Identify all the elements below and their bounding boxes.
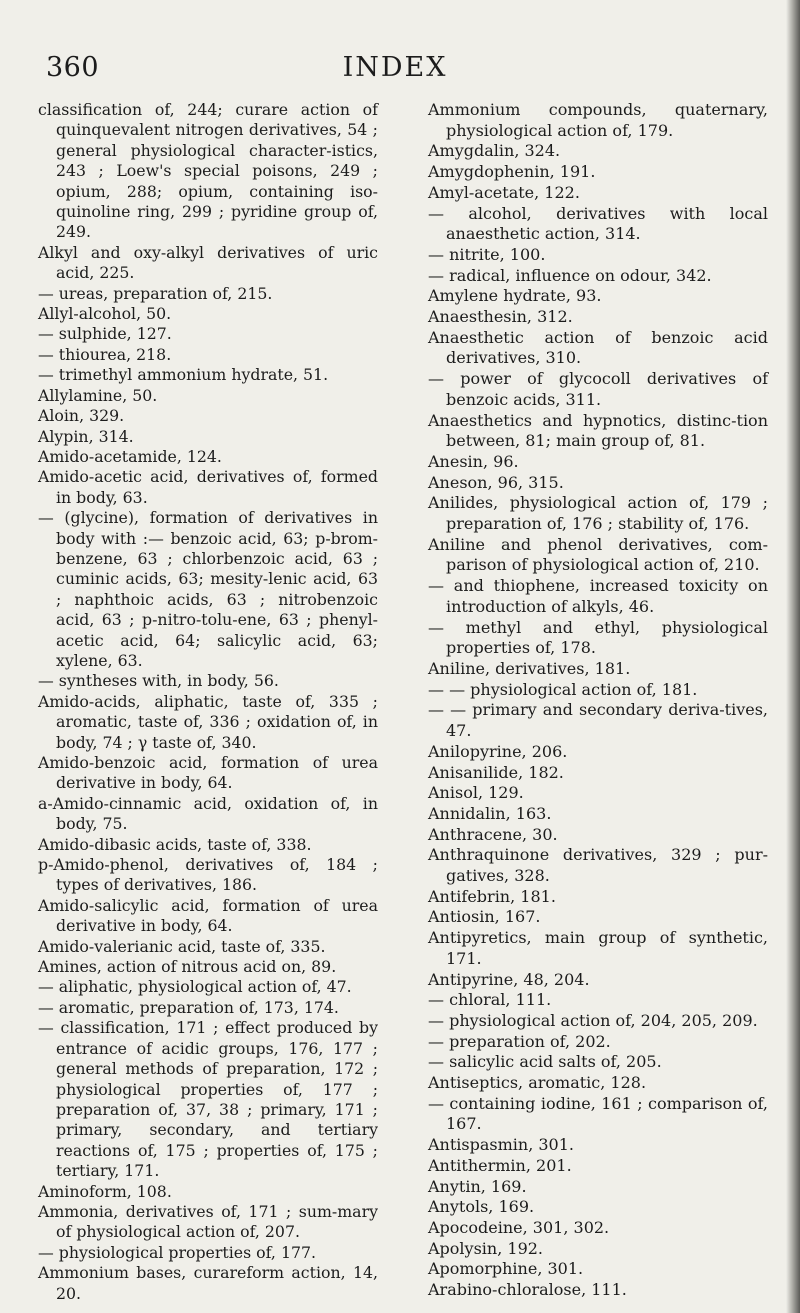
index-entry: Anisanilide, 182. <box>428 762 564 782</box>
index-entry: Amido-valerianic acid, taste of, 335. <box>38 936 326 956</box>
index-column-right <box>428 100 768 1301</box>
index-entry: — — physiological action of, 181. <box>428 679 698 699</box>
index-entry: p-Amido-phenol, derivatives of, 184 ; types of derivatives, 186. <box>38 855 378 895</box>
index-entry: Amido-acetamide, 124. <box>38 446 222 466</box>
index-entry: Amyl-acetate, 122. <box>428 182 580 202</box>
index-entry: Ammonium compounds, quaternary, physiological action of, 179. <box>428 100 768 140</box>
index-entry: — alcohol, derivatives with local anaesthetic action, 314. <box>428 203 768 244</box>
index-entry: — containing iodine, 161 ; comparison of, 167. <box>428 1093 768 1134</box>
index-entry: — methyl and ethyl, physiological properties of, 178. <box>428 617 768 658</box>
index-entry: Antipyrine, 48, 204. <box>428 969 590 989</box>
index-entry: — — primary and secondary deriva-tives, 47. <box>428 700 768 741</box>
index-entry: — physiological action of, 204, 205, 209. <box>428 1010 758 1030</box>
index-entry: Antipyretics, main group of synthetic, 171. <box>428 928 768 968</box>
index-entry: — syntheses with, in body, 56. <box>38 671 279 691</box>
index-entry: Anaesthetics and hypnotics, distinc-tion between, 81; main group of, 81. <box>428 410 768 451</box>
index-entry: Ammonia, derivatives of, 171 ; sum-mary of physiological action of, 207. <box>38 1201 378 1242</box>
index-entry: — sulphide, 127. <box>38 324 172 344</box>
index-entry: Anisol, 129. <box>428 783 524 803</box>
index-entry: Antithermin, 201. <box>428 1155 572 1175</box>
index-entry: Aniline and phenol derivatives, com-parison of physiological action of, 210. <box>428 534 768 575</box>
index-entry: Alkyl and oxy-alkyl derivatives of uric acid, 225. <box>38 242 378 283</box>
index-entry: Anytols, 169. <box>428 1197 535 1217</box>
index-entry: a-Amido-cinnamic acid, oxidation of, in body, 75. <box>38 793 378 834</box>
index-entry: — (glycine), formation of derivatives in body with :— benzoic acid, 63; p-brom-benzene, 63 ; chlorbenzoic acid, 63 ; cuminic acids, 63; mesity-lenic acid, 63 ; naphthoic acids, 63 ; nitrobenzoic acid, 63 ; p-nitro-tolu-ene, 63 ; phenyl-acetic acid, 64; salicylic acid, 63; xylene, 63. <box>38 508 378 670</box>
index-entry: Arabino-chloralose, 111. <box>428 1280 627 1300</box>
index-entry: Antiseptics, aromatic, 128. <box>428 1073 647 1093</box>
index-entry: — radical, influence on odour, 342. <box>428 265 712 285</box>
index-entry: Anaesthetic action of benzoic acid derivatives, 310. <box>428 327 768 368</box>
index-entry: Amygdalin, 324. <box>428 141 561 161</box>
index-entry: Allyl-alcohol, 50. <box>38 304 172 324</box>
page-header <box>0 52 800 92</box>
index-entry: Anthracene, 30. <box>428 824 558 844</box>
index-entry: — ureas, preparation of, 215. <box>38 283 273 303</box>
index-entry: — classification, 171 ; effect produced by entrance of acidic groups, 176, 177 ; general methods of preparation, 172 ; physiological properties of, 177 ; preparation of, 37, 38 ; primary, 171 ; primary, secondary, and tertiary reactions of, 175 ; properties of, 175 ; tertiary, 171. <box>38 1018 378 1181</box>
index-entry: classification of, 244; curare action of quinquevalent nitrogen derivatives, 54 ; general physiological character-istics, 243 ; Loew's special poisons, 249 ; opium, 288; opium, containing iso-quinoline ring, 299 ; pyridine group of, 249. <box>38 100 378 242</box>
index-entry: Amido-dibasic acids, taste of, 338. <box>38 834 312 854</box>
index-entry: Amido-salicylic acid, formation of urea derivative in body, 64. <box>38 895 378 936</box>
index-entry: Allylamine, 50. <box>38 385 158 405</box>
index-entry: Antispasmin, 301. <box>428 1135 574 1155</box>
index-entry: Antiosin, 167. <box>428 907 541 927</box>
index-entry: — trimethyl ammonium hydrate, 51. <box>38 365 329 385</box>
index-entry: Amido-acetic acid, derivatives of, formed in body, 63. <box>38 467 378 507</box>
index-entry: Apolysin, 192. <box>428 1238 544 1258</box>
index-entry: — physiological properties of, 177. <box>38 1242 317 1262</box>
index-entry: Anaesthesin, 312. <box>428 307 573 327</box>
index-entry: — aliphatic, physiological action of, 47. <box>38 977 352 997</box>
index-entry: Apomorphine, 301. <box>428 1259 584 1279</box>
index-entry: Antifebrin, 181. <box>428 886 556 906</box>
index-entry: Aminoform, 108. <box>38 1181 172 1201</box>
index-entry: Alypin, 314. <box>38 426 134 446</box>
index-entry: — salicylic acid salts of, 205. <box>428 1052 662 1072</box>
index-entry: Amylene hydrate, 93. <box>428 286 602 306</box>
index-entry: — nitrite, 100. <box>428 244 546 264</box>
index-entry: Amines, action of nitrous acid on, 89. <box>38 957 337 977</box>
index-entry: Anilopyrine, 206. <box>428 741 568 761</box>
index-entry: Anilides, physiological action of, 179 ; preparation of, 176 ; stability of, 176. <box>428 493 768 534</box>
index-entry: — and thiophene, increased toxicity on introduction of alkyls, 46. <box>428 576 768 616</box>
running-title: INDEX <box>342 52 448 83</box>
index-entry: Aneson, 96, 315. <box>428 472 564 492</box>
index-entry: Amido-benzoic acid, formation of urea derivative in body, 64. <box>38 753 378 793</box>
index-entry: Apocodeine, 301, 302. <box>428 1217 610 1237</box>
index-entry: Anesin, 96. <box>428 451 519 471</box>
index-entry: Aniline, derivatives, 181. <box>428 658 631 678</box>
index-entry: Annidalin, 163. <box>428 803 552 823</box>
index-column-left <box>38 100 378 1304</box>
index-entry: Anthraquinone derivatives, 329 ; pur-gatives, 328. <box>428 845 768 886</box>
index-entry: Ammonium bases, curareform action, 14, 20. <box>38 1263 378 1303</box>
index-entry: — aromatic, preparation of, 173, 174. <box>38 997 339 1017</box>
index-entry: Anytin, 169. <box>428 1176 527 1196</box>
page-number: 360 <box>46 52 100 83</box>
index-entry: — power of glycocoll derivatives of benzoic acids, 311. <box>428 369 768 409</box>
index-entry: Amygdophenin, 191. <box>428 162 596 182</box>
index-entry: Amido-acids, aliphatic, taste of, 335 ; aromatic, taste of, 336 ; oxidation of, in body, 74 ; γ taste of, 340. <box>38 691 378 752</box>
page-edge-shadow <box>786 0 800 1313</box>
index-entry: — preparation of, 202. <box>428 1031 611 1051</box>
index-entry: Aloin, 329. <box>38 406 125 426</box>
index-entry: — thiourea, 218. <box>38 344 172 364</box>
index-entry: — chloral, 111. <box>428 990 552 1010</box>
